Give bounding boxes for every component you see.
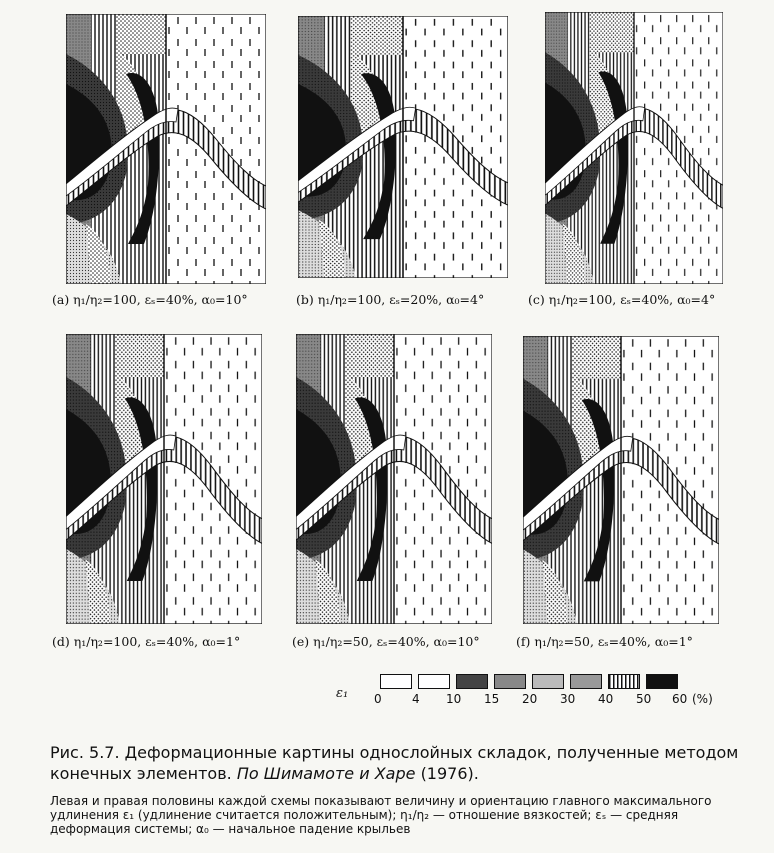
- panel-f-caption: (f) η₁/η₂=50, εₛ=40%, α₀=1°: [516, 634, 693, 649]
- panel-c: [545, 12, 723, 284]
- legend-tick-30: 30: [560, 692, 576, 706]
- panel-b-caption: (b) η₁/η₂=100, εₛ=20%, α₀=4°: [296, 292, 485, 307]
- panel-f-figure: [523, 336, 719, 624]
- legend-swatch-20-30: [532, 674, 564, 689]
- legend-swatch-40-50: [608, 674, 640, 689]
- panel-a-caption: (a) η₁/η₂=100, εₛ=40%, α₀=10°: [52, 292, 248, 307]
- panel-b: [298, 16, 508, 278]
- panel-d-figure: [66, 334, 262, 624]
- legend-swatch-10-15: [456, 674, 488, 689]
- legend-tick-4: 4: [412, 692, 420, 706]
- panel-b-figure: [298, 16, 508, 278]
- legend-swatch-15-20: [494, 674, 526, 689]
- legend-symbol: ε₁: [336, 686, 349, 701]
- caption-prefix: Рис. 5.7. Деформационные картины однослойных складок, полученные методом конечных элементов.: [50, 743, 739, 783]
- legend-tick-60: 60: [672, 692, 688, 706]
- panel-e: [296, 334, 492, 624]
- panel-e-figure: [296, 334, 492, 624]
- panel-f: [523, 336, 719, 624]
- legend-tick-0: 0: [374, 692, 382, 706]
- panel-a-figure: [66, 14, 266, 284]
- panel-a: [66, 14, 266, 284]
- legend-swatch-30-40: [570, 674, 602, 689]
- panel-c-figure: [545, 12, 723, 284]
- panel-e-caption: (e) η₁/η₂=50, εₛ=40%, α₀=10°: [292, 634, 480, 649]
- panel-c-caption: (c) η₁/η₂=100, εₛ=40%, α₀=4°: [528, 292, 716, 307]
- figure-caption: [50, 742, 750, 784]
- legend-tick-50: 50: [636, 692, 652, 706]
- panel-d: [66, 334, 262, 624]
- panel-d-caption: (d) η₁/η₂=100, εₛ=40%, α₀=1°: [52, 634, 241, 649]
- figure-note: Левая и правая половины каждой схемы показывают величину и ориентацию главного максимального удлинения ε₁ (удлинение считается положительным); η₁/η₂ — отношение вязкостей; εₛ — средняя деформация системы; α₀ — начальное падение крыльев: [50, 794, 712, 836]
- caption-year: (1976).: [420, 764, 479, 783]
- legend-tick-40: 40: [598, 692, 614, 706]
- legend-tick-20: 20: [522, 692, 538, 706]
- legend-unit: (%): [692, 692, 713, 706]
- legend-swatch-4-10: [418, 674, 450, 689]
- legend-tick-15: 15: [484, 692, 500, 706]
- legend-swatch-0-4: [380, 674, 412, 689]
- legend-tick-10: 10: [446, 692, 462, 706]
- legend-swatch-50-60: [646, 674, 678, 689]
- caption-authors: По Шимамоте и Харе: [236, 764, 416, 783]
- epsilon-legend: [336, 668, 736, 718]
